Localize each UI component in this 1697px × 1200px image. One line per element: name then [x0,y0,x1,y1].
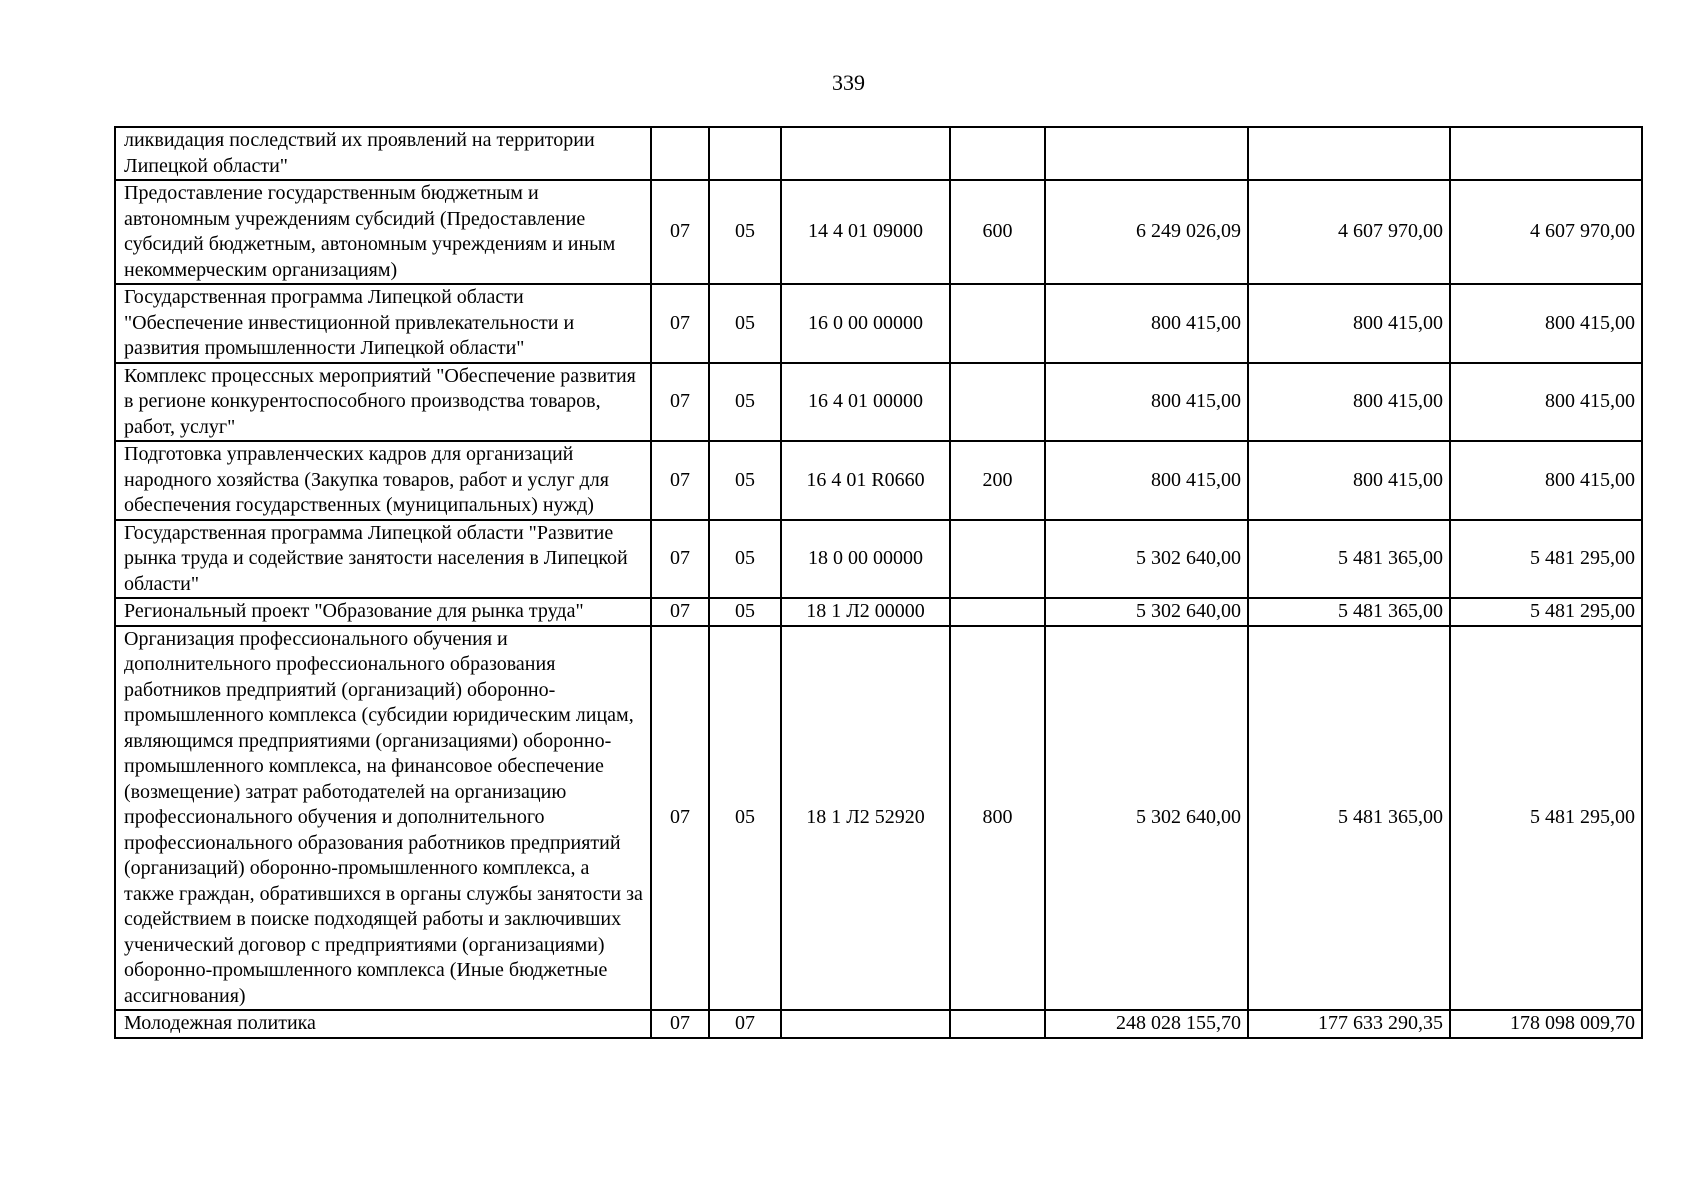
target-article-code: 18 1 Л2 00000 [781,598,950,626]
amount-year-2: 5 481 365,00 [1248,598,1450,626]
section-code [651,127,709,180]
amount-year-2: 800 415,00 [1248,441,1450,520]
expense-type-code: 600 [950,180,1045,284]
table-row [115,363,1642,442]
amount-year-3: 5 481 295,00 [1450,626,1642,1011]
row-name: Государственная программа Липецкой области "Обеспечение инвестиционной привлекательности и развития промышленности Липецкой области" [115,284,651,363]
subsection-code: 05 [709,626,781,1011]
expense-type-code [950,598,1045,626]
target-article-code [781,127,950,180]
row-name: Региональный проект "Образование для рынка труда" [115,598,651,626]
subsection-code: 05 [709,180,781,284]
amount-year-1: 248 028 155,70 [1045,1010,1248,1038]
amount-year-2: 800 415,00 [1248,363,1450,442]
amount-year-2: 800 415,00 [1248,284,1450,363]
row-name: Молодежная политика [115,1010,651,1038]
target-article-code: 16 4 01 00000 [781,363,950,442]
subsection-code: 05 [709,598,781,626]
target-article-code: 16 0 00 00000 [781,284,950,363]
amount-year-1: 6 249 026,09 [1045,180,1248,284]
amount-year-3: 178 098 009,70 [1450,1010,1642,1038]
amount-year-1: 5 302 640,00 [1045,598,1248,626]
table-row [115,1010,1642,1038]
target-article-code: 16 4 01 R0660 [781,441,950,520]
amount-year-2: 5 481 365,00 [1248,520,1450,599]
amount-year-2: 177 633 290,35 [1248,1010,1450,1038]
section-code: 07 [651,626,709,1011]
target-article-code: 18 0 00 00000 [781,520,950,599]
page-number: 339 [832,70,865,95]
section-code: 07 [651,363,709,442]
subsection-code [709,127,781,180]
target-article-code: 14 4 01 09000 [781,180,950,284]
amount-year-1: 5 302 640,00 [1045,626,1248,1011]
amount-year-1 [1045,127,1248,180]
amount-year-3 [1450,127,1642,180]
section-code: 07 [651,598,709,626]
section-code: 07 [651,441,709,520]
amount-year-2: 5 481 365,00 [1248,626,1450,1011]
table-row [115,520,1642,599]
target-article-code [781,1010,950,1038]
table-row [115,598,1642,626]
amount-year-3: 800 415,00 [1450,284,1642,363]
expense-type-code [950,363,1045,442]
expense-type-code [950,284,1045,363]
amount-year-1: 800 415,00 [1045,441,1248,520]
amount-year-3: 800 415,00 [1450,441,1642,520]
section-code: 07 [651,520,709,599]
budget-table [114,126,1643,1039]
row-name: Комплекс процессных мероприятий "Обеспечение развития в регионе конкурентоспособного производства товаров, работ, услуг" [115,363,651,442]
table-row [115,441,1642,520]
amount-year-1: 800 415,00 [1045,363,1248,442]
expense-type-code [950,127,1045,180]
expense-type-code [950,1010,1045,1038]
subsection-code: 05 [709,520,781,599]
amount-year-3: 800 415,00 [1450,363,1642,442]
section-code: 07 [651,180,709,284]
amount-year-2: 4 607 970,00 [1248,180,1450,284]
subsection-code: 05 [709,363,781,442]
amount-year-1: 800 415,00 [1045,284,1248,363]
subsection-code: 05 [709,441,781,520]
table-row [115,180,1642,284]
amount-year-2 [1248,127,1450,180]
expense-type-code [950,520,1045,599]
table-row [115,626,1642,1011]
row-name: Подготовка управленческих кадров для организаций народного хозяйства (Закупка товаров, работ и услуг для обеспечения государственных (муниципальных) нужд) [115,441,651,520]
subsection-code: 07 [709,1010,781,1038]
table-row [115,127,1642,180]
amount-year-3: 4 607 970,00 [1450,180,1642,284]
section-code: 07 [651,284,709,363]
table-row [115,284,1642,363]
row-name: ликвидация последствий их проявлений на территории Липецкой области" [115,127,651,180]
target-article-code: 18 1 Л2 52920 [781,626,950,1011]
section-code: 07 [651,1010,709,1038]
amount-year-3: 5 481 295,00 [1450,520,1642,599]
subsection-code: 05 [709,284,781,363]
amount-year-1: 5 302 640,00 [1045,520,1248,599]
row-name: Организация профессионального обучения и дополнительного профессионального образования работников предприятий (организаций) оборонно-промышленного комплекса (субсидии юридическим лицам, являющимся предприятиями (организациями) оборонно-промышленного комплекса, на финансовое обеспечение (возмещение) затрат работодателей на организацию профессионального обучения и дополнительного профессионального образования работников предприятий (организаций) оборонно-промышленного комплекса, а также граждан, обратившихся в органы службы занятости за содействием в поиске подходящей работы и заключивших ученический договор с предприятиями (организациями) оборонно-промышленного комплекса (Иные бюджетные ассигнования) [115,626,651,1011]
row-name: Государственная программа Липецкой области "Развитие рынка труда и содействие занятости населения в Липецкой области" [115,520,651,599]
row-name: Предоставление государственным бюджетным и автономным учреждениям субсидий (Предоставление субсидий бюджетным, автономным учреждениям и иным некоммерческим организациям) [115,180,651,284]
expense-type-code: 800 [950,626,1045,1011]
expense-type-code: 200 [950,441,1045,520]
amount-year-3: 5 481 295,00 [1450,598,1642,626]
